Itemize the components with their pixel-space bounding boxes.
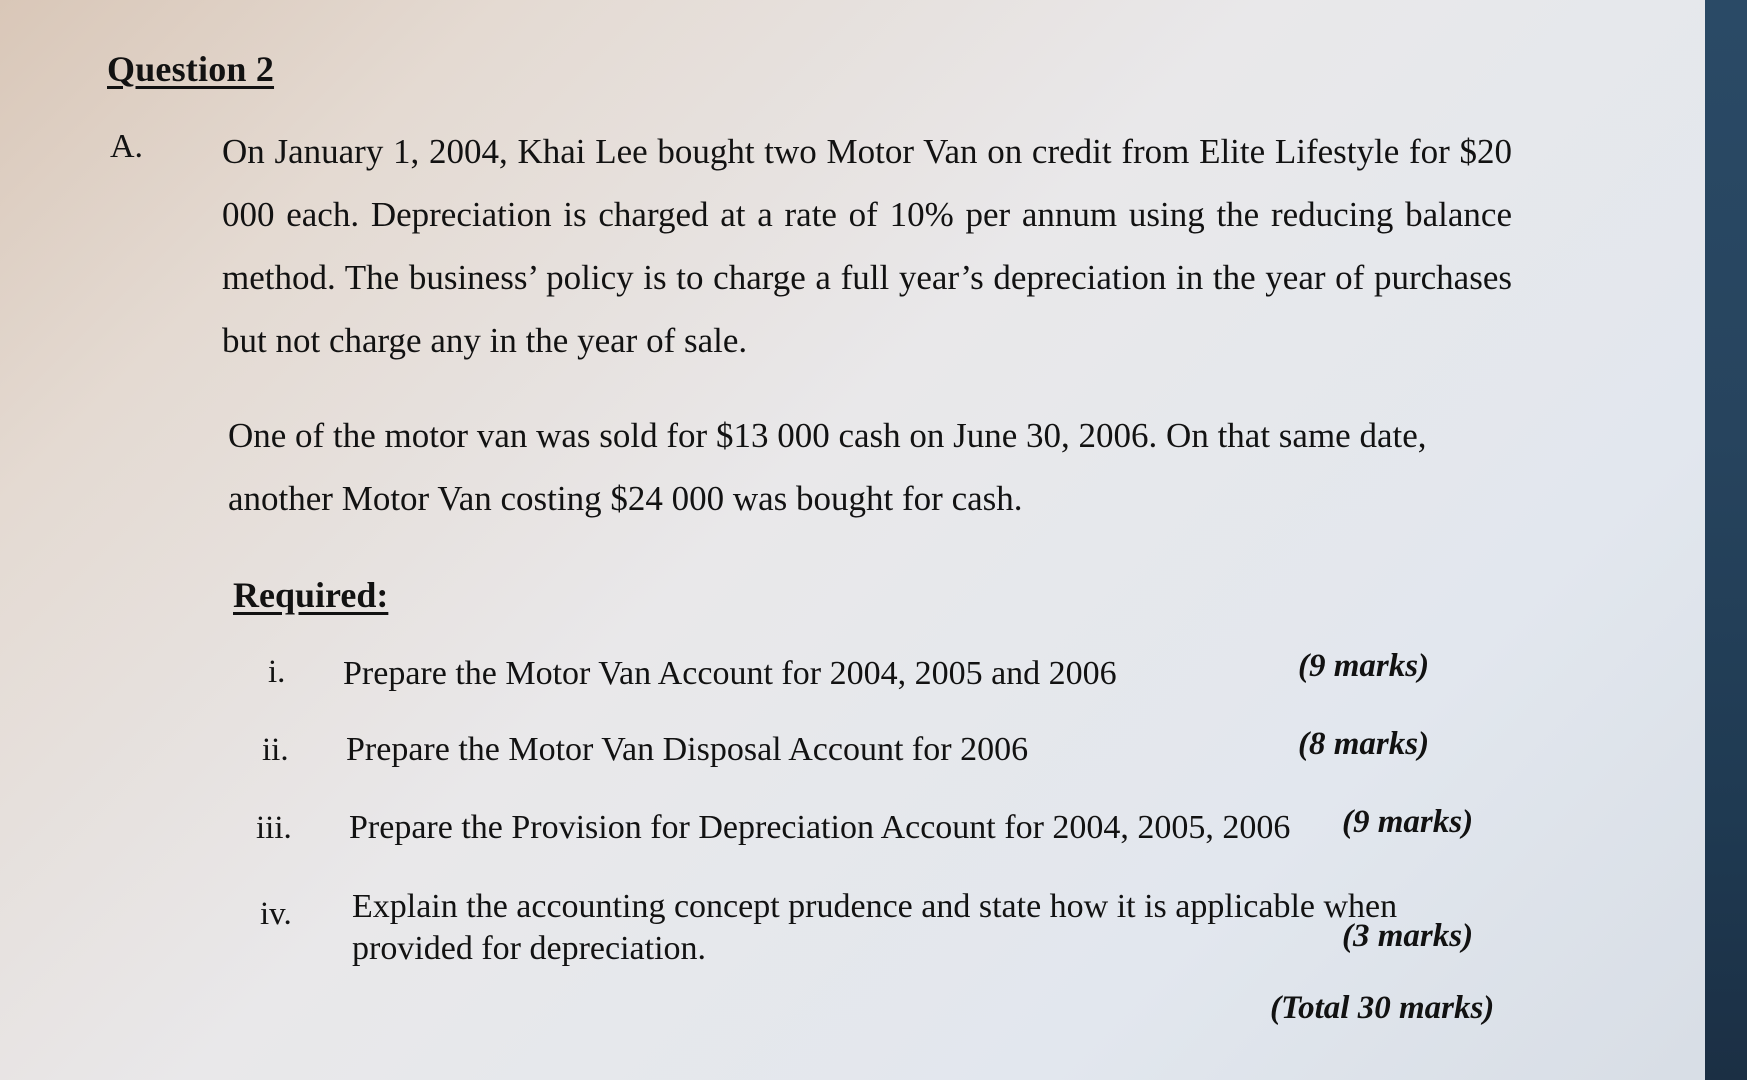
item-number: i. [268,654,286,690]
item-text: Prepare the Provision for Depreciation Account for 2004, 2005, 2006 [349,809,1291,846]
section-letter: A. [110,128,144,165]
item-marks: (8 marks) [1298,726,1430,762]
monitor-edge [1705,0,1747,1080]
item-number: iii. [256,810,292,846]
paragraph-purchase-details: On January 1, 2004, Khai Lee bought two Motor Van on credit from Elite Lifestyle for $20 000 each. Depreciation is charged at a rate of 10% per annum using the reducing balance method. The business’ policy is to charge a full year’s depreciation in the year of purchases but not charge any in the year of sale. [222,132,1512,360]
total-marks: (Total 30 marks) [1270,990,1495,1026]
item-text: Explain the accounting concept prudence and state how it is applicable when provided for depreciation. [352,888,1398,967]
item-marks: (9 marks) [1342,804,1474,840]
item-text: Prepare the Motor Van Account for 2004, 2005 and 2006 [343,655,1117,692]
required-label: Required: [233,575,389,615]
item-number: ii. [262,732,289,768]
item-number: iv. [260,896,292,932]
item-text: Prepare the Motor Van Disposal Account for 2006 [346,731,1029,768]
paragraph-sale-details: One of the motor van was sold for $13 000 cash on June 30, 2006. On that same date, another Motor Van costing $24 000 was bought for cash. [228,416,1427,518]
item-marks: (3 marks) [1342,918,1474,954]
item-marks: (9 marks) [1298,648,1430,684]
question-heading: Question 2 [107,49,275,89]
